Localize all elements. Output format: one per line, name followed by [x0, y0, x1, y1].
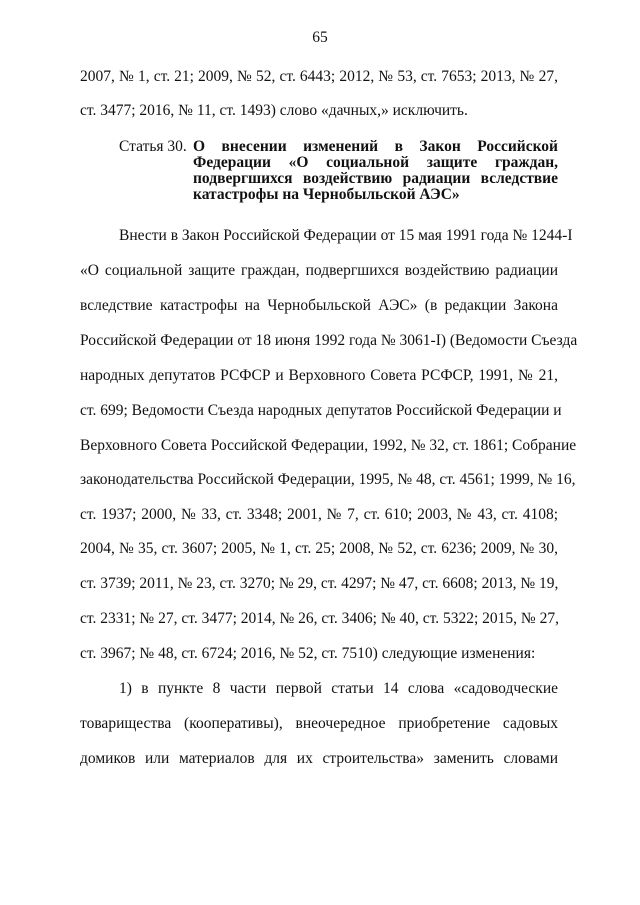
intro-line-2: ст. 3477; 2016, № 11, ст. 1493) слово «дачных,» исключить. — [80, 102, 468, 119]
body-line-6: ст. 699; Ведомости Съезда народных депутатов Российской Федерации и — [80, 402, 562, 419]
body-line-9: ст. 1937; 2000, № 33, ст. 3348; 2001, № 7, ст. 610; 2003, № 43, ст. 4108; — [80, 506, 558, 523]
article-title-line-3: подвергшихся воздействию радиации вследствие — [193, 170, 558, 187]
item-line-3: домиков или материалов для их строительства» заменить словами — [80, 750, 558, 767]
body-line-8: законодательства Российской Федерации, 1995, № 48, ст. 4561; 1999, № 16, — [80, 471, 576, 488]
article-title-line-1: О внесении изменений в Закон Российской — [193, 138, 558, 155]
item-line-2: товарищества (кооперативы), внеочередное приобретение садовых — [80, 715, 558, 732]
body-line-3: вследствие катастрофы на Чернобыльской АЭС» (в редакции Закона — [80, 297, 558, 314]
body-line-2: «О социальной защите граждан, подвергшихся воздействию радиации — [80, 262, 558, 279]
body-line-5: народных депутатов РСФСР и Верховного Совета РСФСР, 1991, № 21, — [80, 367, 558, 384]
body-line-7: Верховного Совета Российской Федерации, 1992, № 32, ст. 1861; Собрание — [80, 437, 577, 454]
body-line-4: Российской Федерации от 18 июня 1992 года № 3061-I) (Ведомости Съезда — [80, 332, 578, 349]
article-title-line-2: Федерации «О социальной защите граждан, — [193, 154, 558, 171]
body-line-10: 2004, № 35, ст. 3607; 2005, № 1, ст. 25; 2008, № 52, ст. 6236; 2009, № 30, — [80, 540, 558, 557]
body-line-13: ст. 3967; № 48, ст. 6724; 2016, № 52, ст. 7510) следующие изменения: — [80, 645, 536, 662]
article-title-line-4: катастрофы на Чернобыльской АЭС» — [193, 186, 460, 203]
body-line-11: ст. 3739; 2011, № 23, ст. 3270; № 29, ст. 4297; № 47, ст. 6608; 2013, № 19, — [80, 575, 559, 592]
intro-line-1: 2007, № 1, ст. 21; 2009, № 52, ст. 6443; 2012, № 53, ст. 7653; 2013, № 27, — [80, 68, 558, 85]
body-line-12: ст. 2331; № 27, ст. 3477; 2014, № 26, ст. 3406; № 40, ст. 5322; 2015, № 27, — [80, 610, 559, 627]
article-label: Статья 30. — [119, 138, 187, 155]
item-line-1: 1) в пункте 8 части первой статьи 14 слова «садоводческие — [119, 680, 558, 697]
page-number: 65 — [312, 29, 328, 46]
body-line-1: Внести в Закон Российской Федерации от 15 мая 1991 года № 1244-I — [119, 227, 573, 244]
